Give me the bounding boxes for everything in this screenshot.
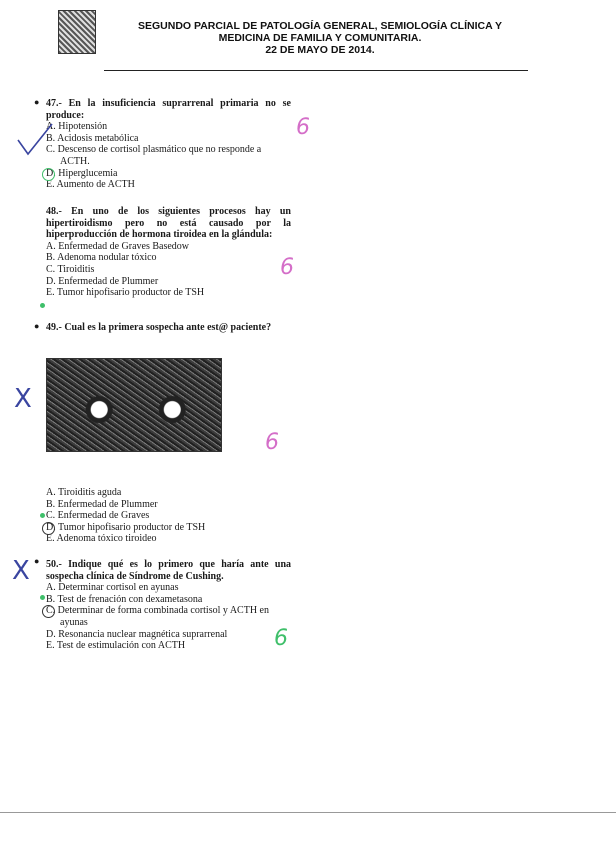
- question-bullet-icon: ●: [34, 556, 40, 566]
- selected-answer-circle: [42, 522, 55, 535]
- selected-answer-circle: [42, 168, 55, 181]
- option-e: E. Tumor hipofisario productor de TSH: [46, 287, 205, 299]
- grade-mark: 6: [274, 626, 288, 651]
- question-stem: 50.- Indique qué es lo primero que haría ante una sospecha clínica de Síndrome de Cushing.: [46, 559, 291, 582]
- question-48: [46, 206, 291, 299]
- answer-marker-icon: [40, 595, 45, 600]
- answer-marker-icon: [40, 303, 45, 308]
- option-c: C. Enfermedad de Graves: [46, 510, 150, 522]
- option-b: B. Test de frenación con dexametasona: [46, 593, 203, 605]
- patient-photo: [46, 358, 222, 452]
- university-seal-logo: [58, 10, 96, 54]
- exam-header: [110, 20, 530, 56]
- question-49: [46, 322, 291, 334]
- grade-mark: 6: [296, 115, 310, 140]
- question-bullet-icon: ●: [34, 97, 40, 107]
- answer-marker-icon: [40, 513, 45, 518]
- option-d: D. Enfermedad de Plummer: [46, 275, 159, 287]
- question-stem: 49.- Cual es la primera sospecha ante est@ paciente?: [46, 322, 272, 333]
- header-line-2: MEDICINA DE FAMILIA Y COMUNITARIA.: [218, 32, 422, 44]
- option-b: B. Enfermedad de Plummer: [46, 498, 158, 510]
- option-c-continued: ACTH.: [60, 155, 90, 167]
- option-c: C. Descenso de cortisol plasmático que no responde a: [46, 144, 262, 156]
- header-divider: [104, 70, 528, 71]
- option-a: A. Determinar cortisol en ayunas: [46, 582, 179, 594]
- option-e: E. Aumento de ACTH: [46, 179, 135, 191]
- grade-mark: 6: [280, 255, 294, 280]
- checkmark-icon: [16, 122, 54, 158]
- option-a: A. Enfermedad de Graves Basedow: [46, 240, 190, 252]
- option-a: A. Tiroiditis aguda: [46, 487, 122, 498]
- question-stem: 48.- En uno de los siguientes procesos hay un hipertiroidismo pero no está causado por la hiperproducción de hormona tiroidea en la glándula:: [46, 206, 291, 241]
- grade-mark: 6: [265, 430, 279, 455]
- question-50: [46, 559, 291, 652]
- question-bullet-icon: ●: [34, 321, 40, 331]
- selected-answer-circle: [42, 605, 55, 618]
- question-stem: 47.- En la insuficiencia suprarrenal primaria no se produce:: [46, 98, 291, 121]
- option-b: B. Adenoma nodular tóxico: [46, 252, 157, 264]
- option-e: E. Adenoma tóxico tiroideo: [46, 533, 157, 545]
- cross-mark: X: [12, 556, 30, 586]
- option-d: D. Tumor hipofisario productor de TSH: [46, 521, 206, 533]
- cross-mark: X: [14, 384, 32, 414]
- question-47: [46, 98, 291, 191]
- option-c: C. Tiroiditis: [46, 263, 95, 275]
- option-d: D. Hiperglucemia: [46, 167, 118, 179]
- option-a: A. Hipotensión: [46, 121, 108, 133]
- option-d: D. Resonancia nuclear magnética suprarrenal: [46, 628, 228, 640]
- question-49-options: [46, 487, 291, 545]
- header-line-3: 22 DE MAYO DE 2014.: [265, 44, 375, 56]
- option-c-continued: ayunas: [60, 616, 88, 628]
- option-c: C. Determinar de forma combinada cortisol y ACTH en: [46, 605, 269, 617]
- option-b: B. Acidosis metabólica: [46, 132, 139, 144]
- header-line-1: SEGUNDO PARCIAL DE PATOLOGÍA GENERAL, SEMIOLOGÍA CLÍNICA Y: [137, 20, 503, 32]
- page-edge: [0, 812, 616, 813]
- option-e: E. Test de estimulación con ACTH: [46, 640, 186, 652]
